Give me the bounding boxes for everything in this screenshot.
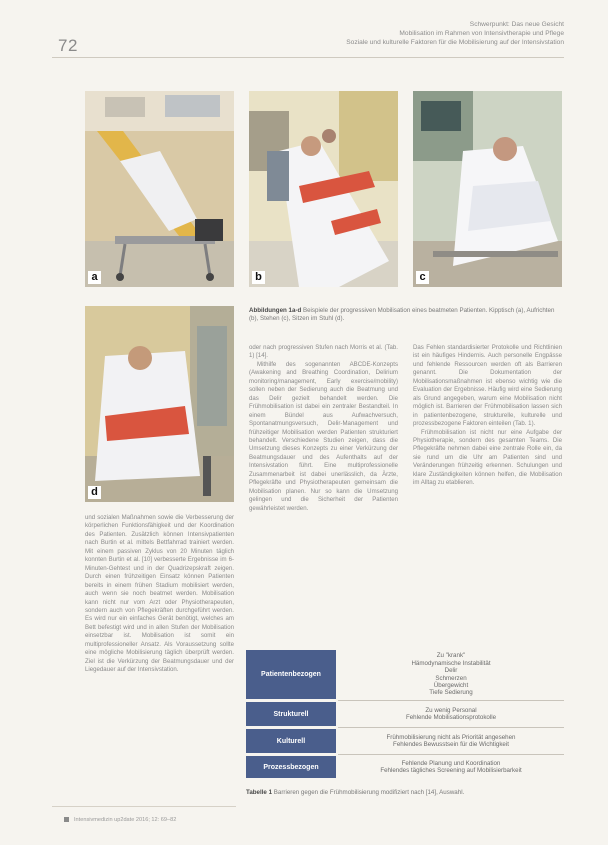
table-separator	[338, 727, 564, 728]
table-item: Übergewicht	[433, 681, 469, 689]
figure-d-label: d	[88, 486, 101, 499]
table-caption-text: Barrieren gegen die Frühmobilisierung modifiziert nach [14], Auswahl.	[272, 789, 465, 796]
footer-rule	[52, 806, 236, 807]
table-row-label: Kulturell	[246, 729, 336, 753]
header-rule	[52, 57, 564, 58]
table-item: Schmerzen	[435, 674, 467, 682]
table-caption	[246, 789, 576, 796]
paragraph: Das Fehlen standardisierter Protokolle und Richtlinien ist ein häufiges Hindernis. Auch personelle Engpässe und fehlende Ressourcen werden oft als Barrieren genannt. Die Dokumentation der Mobilisationsmaßnahmen ist ebenso wichtig wie die Evaluation der Ergebnisse. Häufig wird eine Sedierung als Grund angegeben, warum eine Mobilisation nicht möglich ist. Barrieren der Frühmobilisation lassen sich in patientenbezogene, strukturelle, kulturelle und prozessbezogene Faktoren einteilen (Tab. 1).	[413, 344, 562, 428]
figure-caption	[249, 307, 564, 323]
table-row-items	[338, 650, 564, 699]
table-item: Fehlendes tägliches Screening auf Mobilisierbarkeit	[380, 767, 522, 774]
paragraph: oder nach progressiven Stufen nach Morris et al. (Tab. 1) [14].	[249, 344, 398, 360]
figure-b-label: b	[252, 271, 265, 284]
table-row	[246, 756, 564, 778]
table-item: Fehlendes Bewusstsein für die Wichtigkeit	[393, 741, 509, 748]
figure-caption-text: Beispiele der progressiven Mobilisation eines beatmeten Patienten. Kipptisch (a), Aufrichten (b), Stehen (c), Sitzen im Stuhl (d).	[249, 307, 555, 323]
figure-c-photo	[413, 91, 562, 287]
figure-a-photo	[85, 91, 234, 287]
table-row-label: Patientenbezogen	[246, 650, 336, 699]
table-item: Delir	[444, 667, 458, 675]
paragraph: Mithilfe des sogenannten ABCDE-Konzepts (Awakening and Breathing Coordination, Delirium monitoring/management, Early exercise/mobility) sollen neben der Sedierung auch die Beatmung und das Delir gezielt behandelt werden. Die Frühmobilisation ist dabei ein zentraler Bestandteil. In einem Bündel aus Aufwachversuch, Spontanatmungsversuch, Delir-Management und frühzeitiger Mobilisation werden Patienten strukturiert behandelt. Verschiedene Studien zeigen, dass die Umsetzung dieses Konzepts zu einer Verkürzung der Beatmungsdauer und des Aufenthalts auf der Intensivstation führt. Eine multiprofessionelle Zusammenarbeit ist dabei unerlässlich, da Ärzte, Pflegekräfte und Physiotherapeuten gemeinsam die Mobilisation planen. Nur so kann die Umsetzung gelingen und die Sicherheit der Patienten gewährleistet werden.	[249, 360, 398, 512]
figure-caption-bold: Abbildungen 1a-d	[249, 307, 302, 314]
table-row-items	[338, 756, 564, 778]
text-column-middle	[249, 344, 398, 642]
table-item: Fehlende Planung und Koordination	[401, 759, 501, 767]
table-item: Zu "krank"	[436, 652, 466, 660]
paragraph: Frühmobilisation ist nicht nur eine Aufgabe der Physiotherapie, sondern des gesamten Teams. Die Pflegekräfte nehmen dabei eine zentrale Rolle ein, da sie rund um die Uhr am Patienten sind und Veränderungen frühzeitig erkennen. Schulungen und klare Zuständigkeiten können helfen, die Mobilisation im Alltag zu etablieren.	[413, 428, 562, 487]
footer-text: Intensivmedizin up2date 2016; 12: 69–82	[74, 817, 177, 823]
figure-d-photo	[85, 306, 234, 502]
table-row-items	[338, 729, 564, 753]
barriers-table	[246, 650, 564, 778]
table-item: Zu wenig Personal	[425, 706, 477, 714]
running-header	[304, 20, 564, 47]
table-row-label: Prozessbezogen	[246, 756, 336, 778]
figure-c-label: c	[416, 271, 429, 284]
header-line-1: Schwerpunkt: Das neue Gesicht	[469, 21, 564, 28]
table-row	[246, 729, 564, 753]
table-row-items	[338, 702, 564, 726]
table-item: Fehlende Mobilisationsprotokolle	[405, 714, 497, 721]
table-item: Hämodynamische Instabilität	[411, 659, 491, 667]
figure-b-photo	[249, 91, 398, 287]
text-column-right	[413, 344, 562, 642]
page-footer	[64, 817, 176, 823]
text-column-left	[85, 514, 234, 804]
table-row	[246, 650, 564, 699]
table-row-label: Strukturell	[246, 702, 336, 726]
table-separator	[338, 754, 564, 755]
table-item: Frühmobilisierung nicht als Priorität angesehen	[386, 733, 516, 741]
paragraph: und sozialen Maßnahmen sowie die Verbesserung der körperlichen Funktionsfähigkeit und der Koordination des Patienten. Zusätzlich können Intensivpatienten nach Burtin et al. mittels Bettfahrrad trainiert werden. Mit einem passiven Zyklus von 20 Minuten täglich konnten Burtin et al. [10] verbesserte Ergebnisse im 6-Minuten-Gehtest und in der Quadrizepskraft zeigen. Durch einen frühzeitigen Einsatz können Patienten bereits in einem frühen Stadium mobilisiert werden, auch wenn sie noch beatmet werden. Mobilisation kann nicht nur vom Arzt oder Physiotherapeuten, sondern auch von Pflegekräften durchgeführt werden. Es wird nur ein einfaches Gerät benötigt, welches am Bett befestigt wird und in allen Stufen der Mobilisation einsetzbar ist. Mobilisation ist somit ein multiprofessioneller Ansatz. Als Voraussetzung sollte eine mögliche Mobilisierung täglich überprüft werden. Ziel ist die Verkürzung der Beatmungsdauer und der Liegedauer auf der Intensivstation.	[85, 514, 234, 674]
table-separator	[338, 700, 564, 701]
figure-a-label: a	[88, 271, 101, 284]
header-line-2: Mobilisation im Rahmen von Intensivtherapie und Pflege	[399, 30, 564, 37]
header-line-3: Soziale und kulturelle Faktoren für die Mobilisierung auf der Intensivstation	[346, 39, 564, 46]
square-bullet-icon	[64, 817, 69, 822]
page-number: 72	[58, 36, 78, 55]
table-row	[246, 702, 564, 726]
table-caption-bold: Tabelle 1	[246, 789, 273, 796]
table-item: Tiefe Sedierung	[429, 689, 473, 697]
